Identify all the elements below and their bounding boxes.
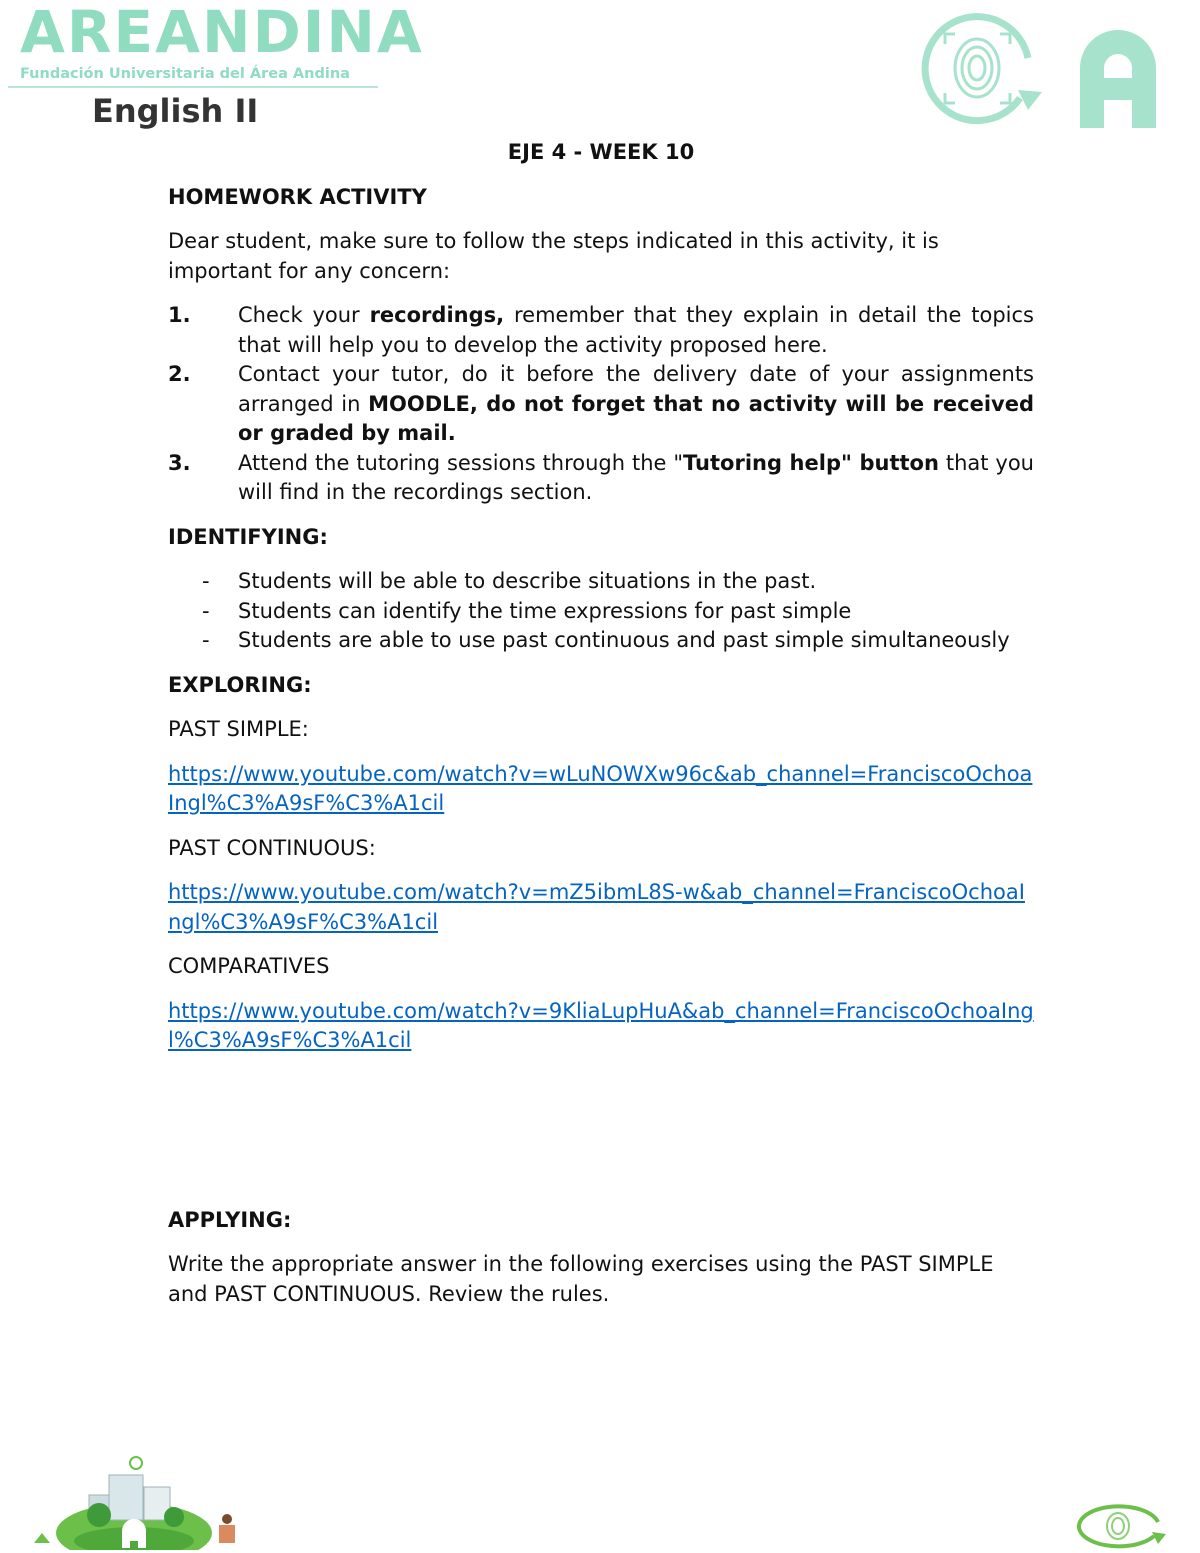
dash-bullet: - — [202, 598, 210, 623]
objectives-list — [168, 567, 1034, 656]
step-emphasis: MOODLE, do not forget that no activity will be received or graded by mail. — [238, 391, 1034, 445]
dash-bullet: - — [202, 628, 210, 652]
city-globe-illustration-icon — [14, 1455, 254, 1550]
comparatives-link-paragraph — [168, 997, 1034, 1056]
document-title: EJE 4 - WEEK 10 — [507, 140, 695, 164]
step-text: Attend the tutoring sessions through the " — [238, 450, 684, 475]
applying-paragraph: Write the appropriate answer in the following exercises using the PAST SIMPLE and PAST CONTINUOUS. Review the rules. — [168, 1252, 994, 1306]
institution-logo — [8, 0, 424, 90]
homework-heading: HOMEWORK ACTIVITY — [168, 184, 427, 209]
past-continuous-link-paragraph — [168, 878, 1034, 937]
past-simple-link-paragraph — [168, 760, 1034, 819]
comparatives-video-link[interactable]: https://www.youtube.com/watch?v=9KliaLupHuA&ab_channel=FranciscoOchoaIngl%C3%A9sF%C3%A1cil — [168, 998, 1034, 1052]
fingerprint-footer-icon — [1070, 1500, 1170, 1550]
objective-text: Students will be able to describe situations in the past. — [238, 569, 817, 593]
step-number: 2. — [168, 362, 191, 386]
past-simple-label: PAST SIMPLE: — [168, 717, 309, 741]
list-item — [168, 626, 1034, 656]
exploring-heading: EXPLORING: — [168, 672, 312, 697]
past-continuous-label: PAST CONTINUOUS: — [168, 835, 376, 860]
list-item — [168, 567, 1034, 597]
step-emphasis: Tutoring help" button — [683, 450, 939, 475]
logo-wordmark: AREANDINA — [20, 0, 424, 66]
intro-paragraph: Dear student, make sure to follow the steps indicated in this activity, it is important for any concern: — [168, 229, 939, 283]
steps-list — [168, 301, 1034, 508]
comparatives-label: COMPARATIVES — [168, 954, 330, 978]
fingerprint-a-logo-icon — [920, 6, 1195, 131]
identifying-heading: IDENTIFYING: — [168, 524, 328, 549]
dash-bullet: - — [202, 569, 210, 593]
list-item — [168, 301, 1034, 360]
step-text: Contact your tutor, do it before the delivery date of your assignments arranged in — [238, 362, 1034, 416]
objective-text: Students can identify the time expressions for past simple — [238, 598, 852, 623]
logo-subtitle: Fundación Universitaria del Área Andina — [20, 66, 350, 82]
list-item — [168, 449, 1034, 508]
step-text: remember that they explain in detail the topics that will help you to develop the activity proposed here. — [238, 303, 1034, 357]
step-text: that you will find in the recordings section. — [238, 450, 1034, 504]
step-number: 1. — [168, 303, 191, 327]
step-emphasis: recordings, — [369, 303, 505, 327]
blank-space — [168, 1071, 1034, 1206]
applying-heading: APPLYING: — [168, 1207, 292, 1232]
past-continuous-video-link[interactable]: https://www.youtube.com/watch?v=mZ5ibmL8S-w&ab_channel=FranciscoOchoaIngl%C3%A9sF%C3%A1cil — [168, 880, 1025, 934]
document-body — [168, 138, 1034, 1309]
list-item — [168, 360, 1034, 449]
step-number: 3. — [168, 450, 191, 475]
objective-text: Students are able to use past continuous and past simple simultaneously — [238, 628, 1010, 652]
past-simple-video-link[interactable]: https://www.youtube.com/watch?v=wLuNOWXw96c&ab_channel=FranciscoOchoaIngl%C3%A9sF%C3%A1cil — [168, 761, 1033, 815]
step-text: Check your — [238, 303, 370, 327]
logo-underline — [8, 86, 378, 88]
course-title: English II — [92, 92, 259, 130]
list-item — [168, 597, 1034, 627]
